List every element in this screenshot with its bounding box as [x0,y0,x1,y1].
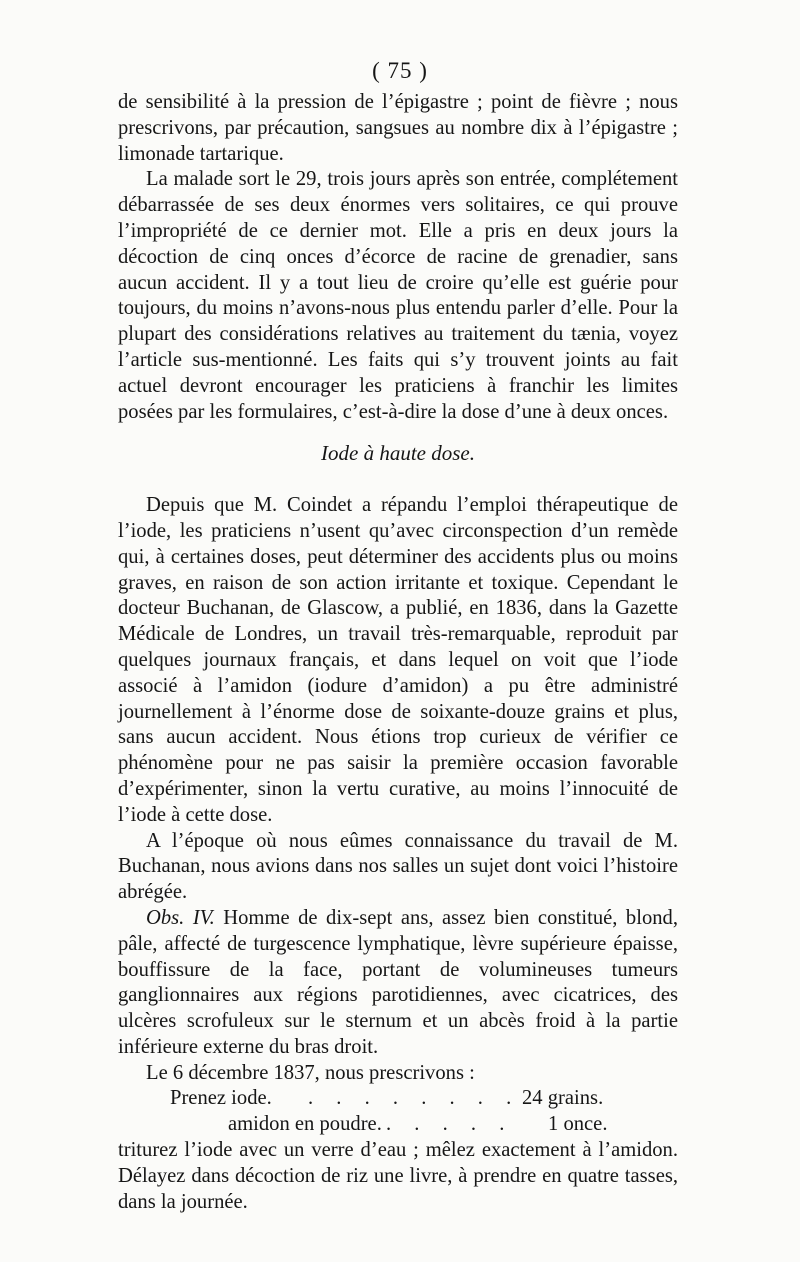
page-body [118,90,678,1215]
prescription-quantity: 1 once. [548,1113,608,1136]
page-number: ( 75 ) [372,58,428,83]
prescription-quantity: 24 grains. [522,1087,604,1110]
paragraph-1: de sensibilité à la pression de l’épigastre ; point de fièvre ; nous prescrivons, par précaution, sangsues au nombre dix à l’épigastre ; limonade tartarique. [118,91,678,165]
prescription-line-1 [118,1086,678,1112]
paragraph-3: Depuis que M. Coindet a répandu l’emploi thérapeutique de l’iode, les praticiens n’usent qu’avec circonspection d’un remède qui, à certaines doses, peut déterminer des accidents plus ou moins graves, en raison de son action irritante et toxique. Cependant le docteur Buchanan, de Glascow, a publié, en 1836, dans la Gazette Médicale de Londres, un travail très-remarquable, reproduit par quelques journaux français, et dans lequel on voit que l’iode associé à l’amidon (iodure d’amidon) a pu être administré journellement à l’énorme dose de soixante-douze grains et plus, sans aucun accident. Nous étions trop curieux de vérifier ce phénomène pour ne pas saisir la première occasion favorable d’expérimenter, sinon la vertu curative, au moins l’innocuité de l’iode à cette dose. [118,494,678,826]
paragraph-2: La malade sort le 29, trois jours après son entrée, complétement débarrassée de ses deux énormes vers solitaires, ce qui prouve l’impropriété de ce dernier mot. Elle a pris en deux jours la décoction de cinq onces d’écorce de racine de grenadier, sans aucun accident. Il y a tout lieu de croire qu’elle est guérie pour toujours, du moins n’avons-nous plus entendu parler d’elle. Pour la plupart des considérations relatives au traitement du tænia, voyez l’article sus-mentionné. Les faits qui s’y trouvent joints au fait actuel devront encourager les praticiens à franchir les limites posées par les formulaires, c’est-à-dire la dose d’une à deux onces. [118,168,678,423]
leader-dots: . . . . . . . . [308,1087,521,1110]
prescription-item-label: Prenez iode. [170,1087,272,1110]
observation-label: Obs. IV. [146,906,215,929]
prescription-date: Le 6 décembre 1837, nous prescrivons : [146,1061,475,1084]
paragraph-5: triturez l’iode avec un verre d’eau ; mêlez exactement à l’amidon. Délayez dans décoction de riz une livre, à prendre en quatre tasses, dans la journée. [118,1139,678,1213]
observation-paragraph [118,906,678,1061]
paragraph-4: A l’époque où nous eûmes connaissance du travail de M. Buchanan, nous avions dans nos salles un sujet dont voici l’histoire abrégée. [118,829,678,904]
prescription-line-2 [118,1112,678,1138]
observation-text: Homme de dix-sept ans, assez bien constitué, blond, pâle, affecté de turgescence lymphatique, lèvre supérieure épaisse, bouffissure de la face, portant de volumineuses tumeurs ganglionnaires aux régions parotidiennes, avec cicatrices, des ulcères scrofuleux sur le sternum et un abcès froid à la partie inférieure externe du bras droit. [118,906,678,1058]
leader-dots: . . . . . [386,1113,514,1136]
prescription-item-label: amidon en poudre. [228,1113,382,1136]
section-heading: Iode à haute dose. [321,441,475,466]
